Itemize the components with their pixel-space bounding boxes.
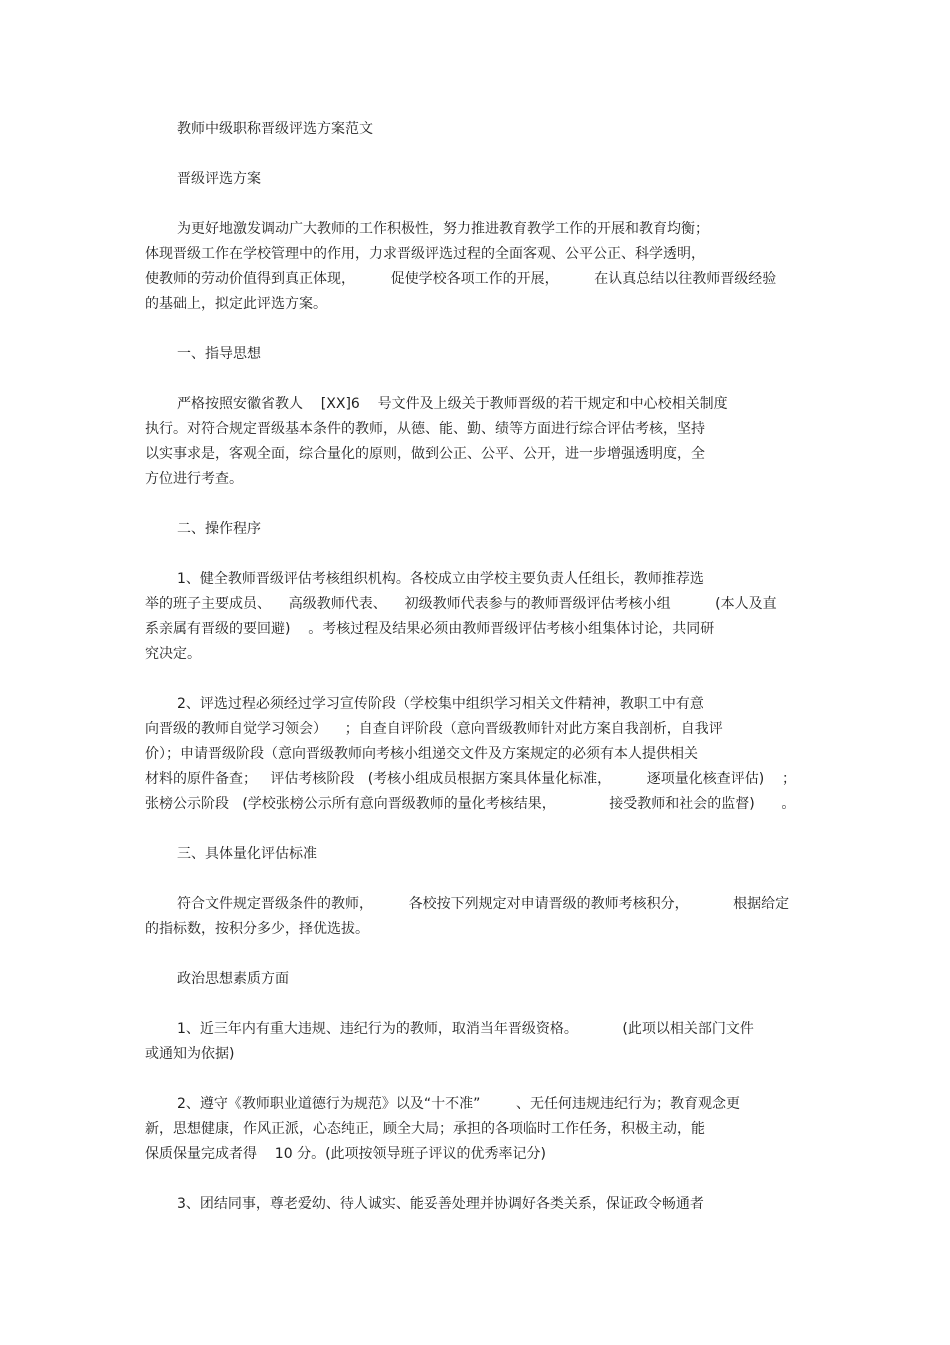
intro-line: 使教师的劳动价值得到真正体现， 促使学校各项工作的开展， 在认真总结以往教师晋级经验 bbox=[145, 271, 777, 287]
intro-line: 的基础上，拟定此评选方案。 bbox=[145, 296, 327, 312]
paragraph-line: 严格按照安徽省教人 [XX]6 号文件及上级关于教师晋级的若干规定和中心校相关制度 bbox=[177, 396, 728, 412]
paragraph-line: 符合文件规定晋级条件的教师， 各校按下列规定对申请晋级的教师考核积分， 根据给定 bbox=[177, 896, 790, 912]
paragraph-line: 系亲属有晋级的要回避) 。考核过程及结果必须由教师晋级评估考核小组集体讨论，共同研 bbox=[145, 621, 715, 637]
section-heading: 三、具体量化评估标准 bbox=[177, 846, 317, 862]
section-heading: 一、指导思想 bbox=[177, 346, 261, 362]
paragraph-line: 3、团结同事，尊老爱幼、待人诚实、能妥善处理并协调好各类关系，保证政令畅通者 bbox=[177, 1196, 704, 1212]
paragraph-line: 新，思想健康，作风正派，心态纯正，顾全大局；承担的各项临时工作任务，积极主动，能 bbox=[145, 1121, 705, 1137]
paragraph-line: 1、近三年内有重大违规、违纪行为的教师，取消当年晋级资格。 (此项以相关部门文件 bbox=[177, 1021, 754, 1037]
paragraph-line: 张榜公示阶段 (学校张榜公示所有意向晋级教师的量化考核结果， 接受教师和社会的监督) 。 bbox=[145, 796, 796, 812]
paragraph-line: 2、评选过程必须经过学习宣传阶段（学校集中组织学习相关文件精神，教职工中有意 bbox=[177, 696, 704, 712]
paragraph-line: 或通知为依据) bbox=[145, 1046, 235, 1062]
paragraph-line: 以实事求是，客观全面，综合量化的原则，做到公正、公平、公开，进一步增强透明度，全 bbox=[145, 446, 705, 462]
paragraph-line: 材料的原件备查； 评估考核阶段 (考核小组成员根据方案具体量化标准， 逐项量化核查评估) ； bbox=[145, 771, 797, 787]
paragraph-line: 价）；申请晋级阶段（意向晋级教师向考核小组递交文件及方案规定的必须有本人提供相关 bbox=[145, 746, 698, 762]
document-title: 教师中级职称晋级评选方案范文 bbox=[177, 121, 373, 137]
paragraph-line: 2、遵守《教师职业道德行为规范》以及“十不准” 、无任何违规违纪行为；教育观念更 bbox=[177, 1096, 741, 1112]
intro-line: 体现晋级工作在学校管理中的作用，力求晋级评选过程的全面客观、公平公正、科学透明， bbox=[145, 246, 705, 262]
paragraph-line: 方位进行考查。 bbox=[145, 471, 243, 487]
paragraph-line: 1、健全教师晋级评估考核组织机构。各校成立由学校主要负责人任组长，教师推荐选 bbox=[177, 571, 704, 587]
paragraph-line: 向晋级的教师自觉学习领会） ；自查自评阶段（意向晋级教师针对此方案自我剖析，自我评 bbox=[145, 721, 723, 737]
paragraph-line: 的指标数，按积分多少，择优选拔。 bbox=[145, 921, 369, 937]
document-subtitle: 晋级评选方案 bbox=[177, 171, 261, 187]
paragraph-line: 举的班子主要成员、 高级教师代表、 初级教师代表参与的教师晋级评估考核小组 (本人及直 bbox=[145, 596, 777, 612]
paragraph-line: 执行。对符合规定晋级基本条件的教师，从德、能、勤、绩等方面进行综合评估考核，坚持 bbox=[145, 421, 705, 437]
paragraph-line: 保质保量完成者得 10 分。(此项按领导班子评议的优秀率记分) bbox=[145, 1146, 546, 1162]
section-heading: 二、操作程序 bbox=[177, 521, 261, 537]
paragraph-line: 究决定。 bbox=[145, 646, 201, 662]
subsection-heading: 政治思想素质方面 bbox=[177, 971, 289, 987]
intro-line: 为更好地激发调动广大教师的工作积极性，努力推进教育教学工作的开展和教育均衡； bbox=[177, 221, 709, 237]
